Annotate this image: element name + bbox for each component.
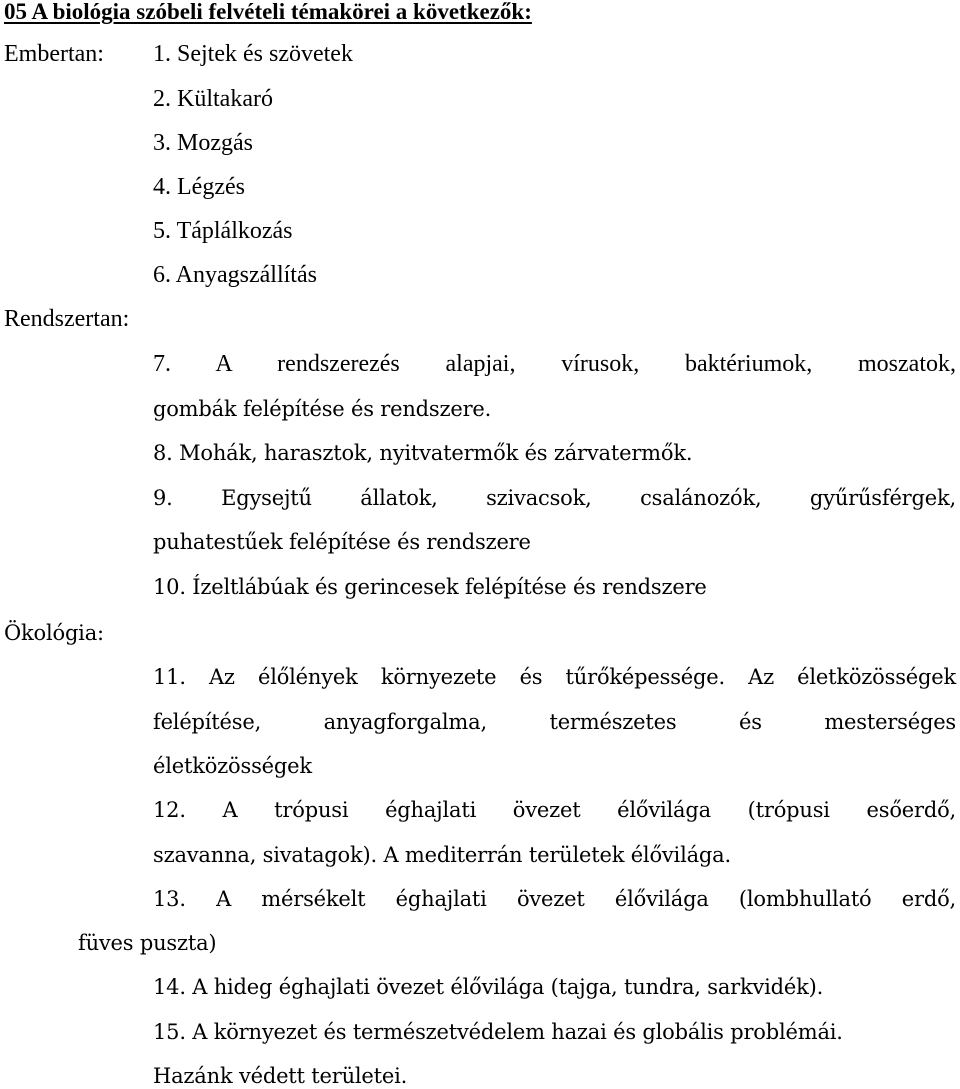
- list-item: 4. Légzés: [153, 174, 245, 200]
- list-item: 11. Az élőlények környezete és tűrőképessége. Az életközösségek: [153, 665, 956, 689]
- list-item: 12. A trópusi éghajlati övezet élővilága (trópusi esőerdő,: [153, 798, 956, 822]
- list-item: gombák felépítése és rendszere.: [153, 397, 492, 421]
- list-item: 3. Mozgás: [153, 130, 253, 156]
- list-item: felépítése, anyagforgalma, természetes és mesterséges: [153, 710, 956, 734]
- list-item: 1. Sejtek és szövetek: [153, 41, 353, 67]
- list-item: Hazánk védett területei.: [153, 1064, 408, 1088]
- list-item: 9. Egysejtű állatok, szivacsok, csalánozók, gyűrűsférgek,: [153, 486, 956, 510]
- section-label-rendszertan: Rendszertan:: [4, 306, 130, 332]
- list-item: szavanna, sivatagok). A mediterrán területek élővilága.: [153, 843, 731, 867]
- list-item: 6. Anyagszállítás: [153, 262, 317, 288]
- list-item: 8. Mohák, harasztok, nyitvatermők és zárvatermők.: [153, 441, 693, 465]
- section-label-okologia: Ökológia:: [4, 621, 104, 645]
- list-item: 13. A mérsékelt éghajlati övezet élővilága (lombhullató erdő,: [153, 887, 956, 911]
- list-item: 14. A hideg éghajlati övezet élővilága (tajga, tundra, sarkvidék).: [153, 975, 824, 999]
- list-item: 10. Ízeltlábúak és gerincesek felépítése és rendszere: [153, 575, 707, 599]
- list-item: puhatestűek felépítése és rendszere: [153, 530, 531, 554]
- list-item: 15. A környezet és természetvédelem hazai és globális problémái.: [153, 1020, 843, 1044]
- list-item: 7. A rendszerezés alapjai, vírusok, baktériumok, moszatok,: [153, 351, 956, 377]
- list-item: 5. Táplálkozás: [153, 218, 293, 244]
- list-item: életközösségek: [153, 754, 312, 778]
- page-title: 05 A biológia szóbeli felvételi témakörei a következők:: [4, 0, 532, 24]
- list-item: 2. Kültakaró: [153, 86, 273, 112]
- section-label-embertan: Embertan:: [4, 41, 104, 67]
- list-item: füves puszta): [78, 931, 217, 955]
